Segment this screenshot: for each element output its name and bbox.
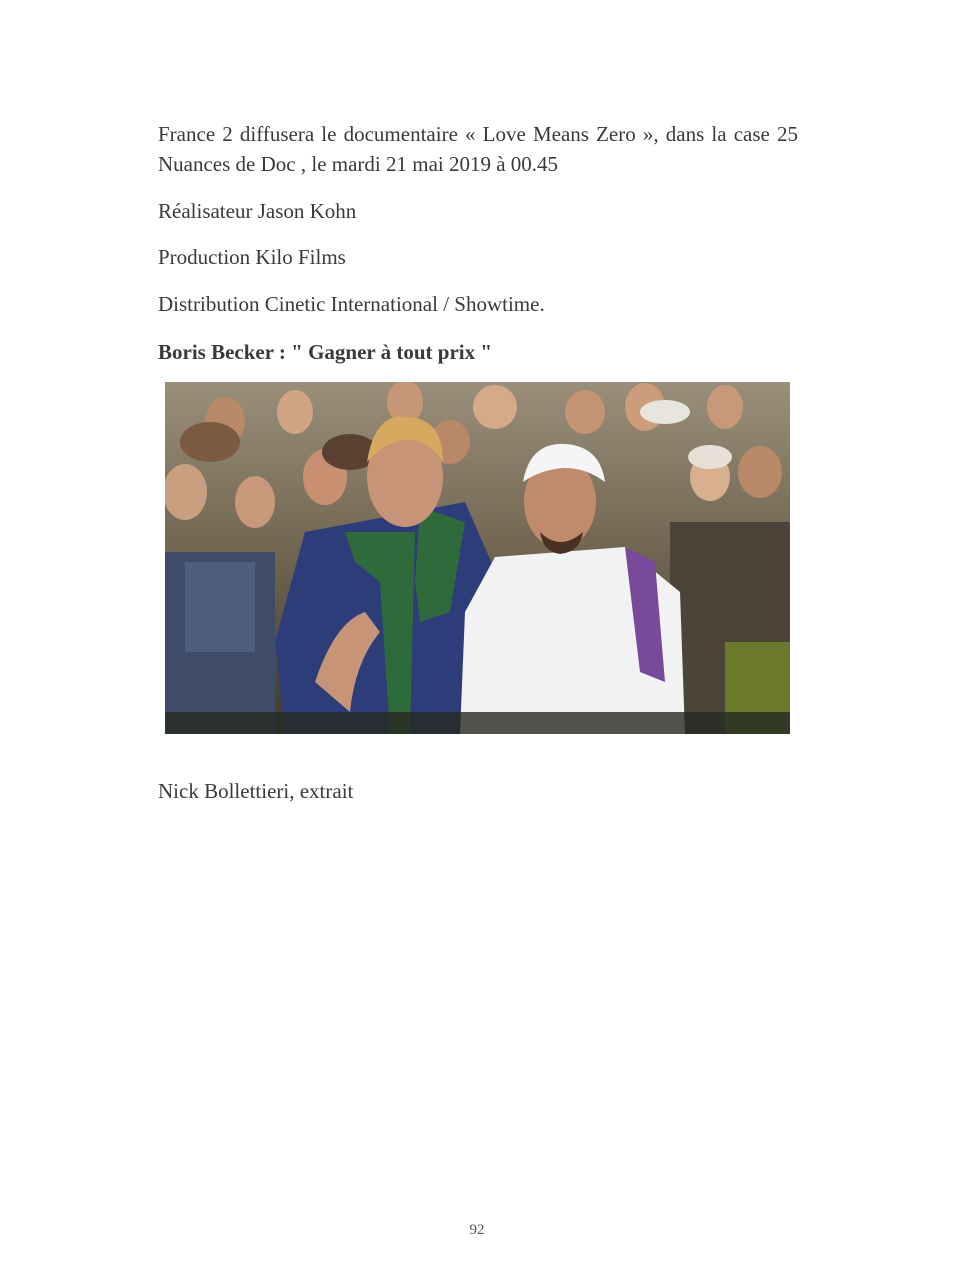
distribution-line: Distribution Cinetic International / Showtime.	[158, 292, 545, 316]
intro-paragraph: France 2 diffusera le documentaire « Love Means Zero », dans la case 25 Nuances de Doc , le mardi 21 mai 2019 à 00.45	[158, 122, 798, 176]
tennis-players-photo	[165, 382, 790, 734]
page-number: 92	[469, 1222, 485, 1238]
director-line: Réalisateur Jason Kohn	[158, 199, 357, 223]
production-line: Production Kilo Films	[158, 245, 346, 269]
section-heading: Boris Becker : " Gagner à tout prix "	[158, 340, 493, 364]
photo-caption: Nick Bollettieri, extrait	[158, 779, 354, 803]
photo-illustration	[165, 382, 790, 734]
